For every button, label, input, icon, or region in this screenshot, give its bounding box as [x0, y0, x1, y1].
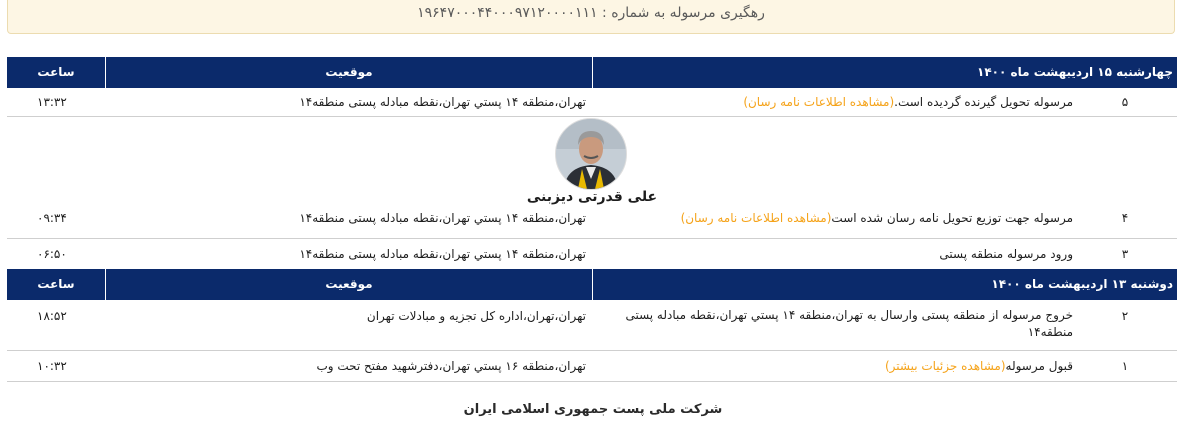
- event-row-5: [7, 88, 1177, 117]
- event-row-4: [7, 209, 1177, 239]
- event-location: تهران،منطقه ۱۴ پستي تهران،نقطه مبادله پستی منطقه۱۴: [299, 211, 586, 225]
- time-column-header: ساعت: [37, 277, 75, 291]
- event-time: ۰۹:۳۴: [37, 211, 67, 225]
- event-description: [573, 95, 1073, 109]
- location-column-header: موقعیت: [105, 269, 592, 300]
- event-time: ۱۰:۳۲: [37, 359, 67, 373]
- event-number: ۱: [1121, 359, 1129, 373]
- event-number: ۲: [1121, 309, 1129, 323]
- day-date: دوشنبه ۱۳ اردیبهشت ماه ۱۴۰۰: [592, 269, 1177, 300]
- event-text: مرسوله جهت توزیع تحویل نامه رسان شده است: [831, 211, 1073, 225]
- day-group-2: [7, 269, 1177, 382]
- event-time: ۱۳:۳۲: [37, 95, 67, 109]
- event-number: ۳: [1121, 247, 1129, 261]
- event-text: مرسوله تحویل گیرنده گردیده است.: [894, 95, 1073, 109]
- event-number: ۵: [1121, 95, 1129, 109]
- view-carrier-info-link[interactable]: (مشاهده اطلاعات نامه رسان): [680, 211, 832, 225]
- event-description: [573, 359, 1073, 373]
- view-more-details-link[interactable]: (مشاهده جزئیات بیشتر): [884, 359, 1006, 373]
- event-location: تهران،تهران،اداره کل تجزیه و مبادلات تهران: [366, 309, 586, 323]
- day-header-1: [7, 57, 1177, 88]
- event-time: ۱۸:۵۲: [37, 309, 67, 323]
- tracking-number-text: رهگیری مرسوله به شماره : ۱۹۶۴۷۰۰۰۴۴۰۰۰۹۷۱۲۰۰۰۰۱۱۱: [417, 5, 765, 21]
- event-number: ۴: [1121, 211, 1129, 225]
- view-carrier-info-link[interactable]: (مشاهده اطلاعات نامه رسان): [743, 95, 895, 109]
- event-row-2: [7, 300, 1177, 351]
- footer-company-name: شرکت ملی پست جمهوری اسلامی ایران: [463, 402, 723, 417]
- event-location: تهران،منطقه ۱۴ پستي تهران،نقطه مبادله پستی منطقه۱۴: [299, 247, 586, 261]
- time-column-header: ساعت: [37, 65, 75, 79]
- carrier-name: علی قدرتی دیزبنی: [526, 189, 658, 205]
- event-row-3: [7, 239, 1177, 270]
- event-text: قبول مرسوله: [1005, 359, 1073, 373]
- day-group-1: [7, 57, 1177, 270]
- location-column-header: موقعیت: [105, 57, 592, 88]
- avatar: [555, 118, 627, 190]
- event-description: [573, 211, 1073, 225]
- event-description: خروج مرسوله از منطقه پستی وارسال به تهران،منطقه ۱۴ پستي تهران،نقطه مبادله پستی منطقه۱۴: [625, 308, 1073, 339]
- event-description: ورود مرسوله منطقه پستی: [939, 247, 1073, 261]
- event-row-1: [7, 351, 1177, 382]
- event-location: تهران،منطقه ۱۶ پستي تهران،دفترشهید مفتح تحت وب: [316, 359, 586, 373]
- event-location: تهران،منطقه ۱۴ پستي تهران،نقطه مبادله پستی منطقه۱۴: [299, 95, 586, 109]
- day-date: چهارشنبه ۱۵ اردیبهشت ماه ۱۴۰۰: [592, 57, 1177, 88]
- event-time: ۰۶:۵۰: [37, 247, 67, 261]
- day-header-2: [7, 269, 1177, 300]
- tracking-banner: [7, 0, 1175, 34]
- carrier-card: [7, 117, 1177, 209]
